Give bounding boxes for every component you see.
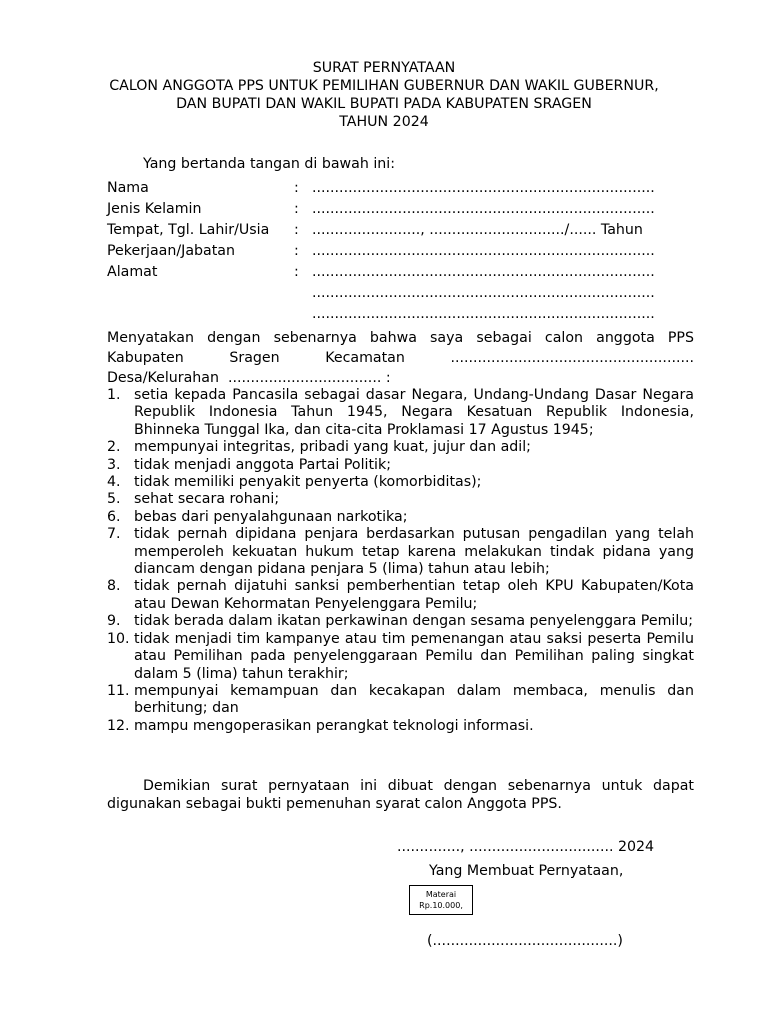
item-text: sehat secara rohani; bbox=[134, 491, 280, 508]
item-number: 1. bbox=[107, 387, 121, 403]
identity-fields bbox=[107, 179, 697, 326]
field-colon: : bbox=[294, 243, 299, 259]
item-text: tidak menjadi tim kampanye atau tim pemenangan atau saksi peserta Pemilu atau Pemilihan pada penyelenggaraan Pemilu dan Pemilihan paling singkat dalam 5 (lima) tahun terakhir; bbox=[134, 630, 694, 682]
item-number: 9. bbox=[107, 613, 121, 630]
field-blank: ............................................................................ bbox=[312, 264, 655, 280]
field-label: Nama bbox=[107, 180, 149, 196]
closing-line-2: digunakan sebagai bukti pemenuhan syarat calon Anggota PPS. bbox=[107, 795, 562, 812]
item-number: 6. bbox=[107, 508, 121, 525]
list-item bbox=[107, 613, 694, 630]
document-title bbox=[0, 59, 768, 131]
intro-text: Yang bertanda tangan di bawah ini: bbox=[143, 156, 395, 172]
list-item bbox=[107, 526, 694, 578]
field-label: Tempat, Tgl. Lahir/Usia bbox=[107, 222, 270, 238]
item-text: setia kepada Pancasila sebagai dasar Negara, Undang-Undang Dasar Negara Republik Indonesia Tahun 1945, Negara Kesatuan Republik Indonesia, Bhinneka Tunggal Ika, dan cita-cita Proklamasi 17 Agustus 1945; bbox=[134, 387, 694, 438]
field-label: Pekerjaan/Jabatan bbox=[107, 243, 235, 259]
stamp-value: Rp.10.000, bbox=[419, 901, 463, 910]
field-pekerjaan bbox=[107, 242, 697, 263]
item-number: 5. bbox=[107, 491, 121, 508]
item-text: tidak menjadi anggota Partai Politik; bbox=[134, 456, 391, 473]
field-blank: ............................................................................ bbox=[312, 285, 655, 301]
field-alamat bbox=[107, 263, 697, 284]
field-nama bbox=[107, 179, 697, 200]
field-colon: : bbox=[294, 264, 299, 280]
field-blank: ........................, ............................../...... Tahun bbox=[312, 222, 643, 238]
signature-name-line: (.........................................) bbox=[427, 933, 623, 949]
list-item bbox=[107, 578, 694, 613]
signature-date: .............., ................................ 2024 bbox=[397, 839, 655, 855]
field-label: Alamat bbox=[107, 264, 158, 280]
materai-stamp-box bbox=[409, 885, 473, 915]
item-text: tidak pernah dipidana penjara berdasarkan putusan pengadilan yang telah memperoleh kekuatan hukum tetap karena melakukan tindak pidana yang diancam dengan pidana penjara 5 (lima) tahun atau lebih; bbox=[134, 526, 694, 578]
item-number: 11. bbox=[107, 682, 130, 699]
list-item bbox=[107, 491, 694, 508]
list-item bbox=[107, 439, 694, 456]
item-number: 2. bbox=[107, 439, 121, 456]
list-item bbox=[107, 509, 694, 526]
declaration-word: Sragen bbox=[229, 350, 280, 366]
list-item bbox=[107, 631, 694, 683]
item-text: mempunyai integritas, pribadi yang kuat, jujur dan adil; bbox=[134, 439, 531, 456]
title-line-4: TAHUN 2024 bbox=[339, 114, 429, 130]
list-item bbox=[107, 474, 694, 491]
item-text: mampu mengoperasikan perangkat teknologi informasi. bbox=[134, 717, 534, 734]
field-alamat-cont bbox=[107, 305, 697, 326]
list-item bbox=[107, 457, 694, 474]
title-line-2: CALON ANGGOTA PPS UNTUK PEMILIHAN GUBERNUR DAN WAKIL GUBERNUR, bbox=[109, 78, 659, 94]
field-tempat-tgl-lahir bbox=[107, 221, 697, 242]
item-number: 10. bbox=[107, 630, 130, 647]
field-alamat-cont bbox=[107, 284, 697, 305]
declaration-word: Kecamatan bbox=[325, 350, 405, 366]
list-item bbox=[107, 718, 694, 735]
title-line-1: SURAT PERNYATAAN bbox=[312, 60, 456, 76]
declaration-line-3: Desa/Kelurahan .................................. : bbox=[107, 370, 391, 386]
field-blank: ............................................................................ bbox=[312, 201, 655, 217]
requirements-list bbox=[107, 387, 694, 735]
closing-paragraph bbox=[107, 778, 694, 813]
list-item bbox=[107, 683, 694, 718]
declaration-line-2 bbox=[107, 348, 694, 368]
field-colon: : bbox=[294, 201, 299, 217]
stamp-label: Materai bbox=[425, 890, 457, 899]
declaration-blank: ...................................................... bbox=[450, 350, 694, 366]
declaration-paragraph bbox=[107, 328, 694, 388]
title-line-3: DAN BUPATI DAN WAKIL BUPATI PADA KABUPATEN SRAGEN bbox=[176, 96, 592, 112]
item-text: tidak memiliki penyakit penyerta (komorbiditas); bbox=[134, 474, 482, 491]
field-blank: ............................................................................ bbox=[312, 306, 655, 322]
declaration-line-1: Menyatakan dengan sebenarnya bahwa saya sebagai calon anggota PPS bbox=[107, 330, 694, 346]
field-blank: ............................................................................ bbox=[312, 180, 655, 196]
item-number: 8. bbox=[107, 578, 121, 595]
item-number: 4. bbox=[107, 474, 121, 491]
item-number: 3. bbox=[107, 456, 121, 473]
field-jenis-kelamin bbox=[107, 200, 697, 221]
field-colon: : bbox=[294, 180, 299, 196]
list-item bbox=[107, 387, 694, 439]
field-label: Jenis Kelamin bbox=[107, 201, 202, 217]
item-text: tidak pernah dijatuhi sanksi pemberhentian tetap oleh KPU Kabupaten/Kota atau Dewan Kehormatan Penyelenggara Pemilu; bbox=[134, 578, 694, 612]
item-text: bebas dari penyalahgunaan narkotika; bbox=[134, 508, 408, 525]
item-text: tidak berada dalam ikatan perkawinan dengan sesama penyelenggara Pemilu; bbox=[134, 613, 694, 630]
item-text: mempunyai kemampuan dan kecakapan dalam membaca, menulis dan berhitung; dan bbox=[134, 682, 694, 717]
field-colon: : bbox=[294, 222, 299, 238]
declaration-word: Kabupaten bbox=[107, 350, 184, 366]
signature-maker-label: Yang Membuat Pernyataan, bbox=[429, 863, 624, 879]
item-number: 12. bbox=[107, 717, 130, 734]
closing-line-1: Demikian surat pernyataan ini dibuat dengan sebenarnya untuk dapat bbox=[143, 778, 694, 794]
item-number: 7. bbox=[107, 526, 121, 543]
field-blank: ............................................................................ bbox=[312, 243, 655, 259]
